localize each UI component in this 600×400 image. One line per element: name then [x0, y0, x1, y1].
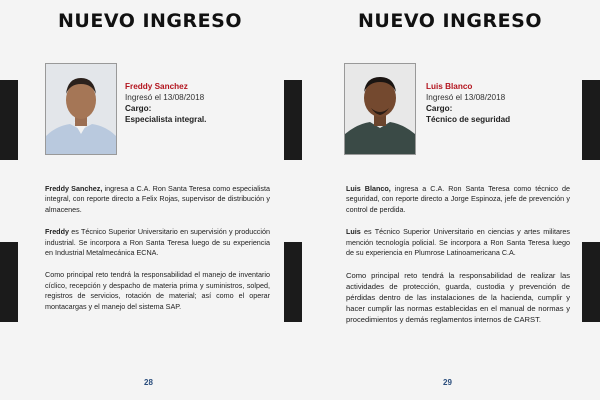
employee-info	[125, 81, 206, 125]
bio-paragraph	[346, 227, 570, 258]
bio-paragraph: Como principal reto tendrá la responsabilidad el manejo de inventario cíclico, recepción y despacho de materia prima y suministros, solped, registros de servicios, rotación de material; así como el operar montacargas y el manejo del sistema SAP.	[45, 270, 270, 311]
employee-info	[426, 81, 510, 125]
employee-name: Freddy Sanchez	[125, 82, 188, 91]
bio-name: Luis	[346, 227, 361, 237]
page-right	[300, 0, 600, 400]
side-tab	[582, 242, 600, 322]
page-number: 29	[443, 378, 452, 387]
page-number: 28	[144, 378, 153, 387]
cargo-label: Cargo:	[125, 104, 152, 113]
bio-paragraph	[346, 184, 570, 215]
bio-text	[346, 184, 570, 337]
bio-text	[45, 184, 270, 324]
side-tab	[284, 80, 302, 160]
bio-text-span: ingresa a C.A. Ron Santa Teresa como técnico de seguridad, con reporte directo a Jorge Espinoza, jefe de prevención y control de perdida.	[346, 184, 570, 214]
employee-photo	[45, 63, 117, 155]
side-tab	[284, 242, 302, 322]
bio-name: Freddy	[45, 227, 69, 237]
side-tab	[582, 80, 600, 160]
bio-text-span: es Técnico Superior Universitario en ciencias y artes militares mención tecnología policial. Se incorpora a Ron Santa Teresa luego de su experiencia en Plumrose Latinoamericana C.A.	[346, 227, 570, 258]
bio-text-span: es Técnico Superior Universitario en supervisión y producción industrial. Se incorpora a Ron Santa Teresa luego de su experiencia en Industrial Metalmecánica ECNA.	[45, 227, 270, 258]
hire-date: Ingresó el 13/08/2018	[426, 93, 506, 102]
bio-name: Freddy Sanchez,	[45, 184, 103, 193]
employee-photo	[344, 63, 416, 155]
bio-paragraph: Como principal reto tendrá la responsabilidad de realizar las actividades de protección, guarda, custodia y prevención de pérdidas dentro de las instalaciones de la hacienda, cumplir y hacer cumplir las normas establecidas en el manual de normas y procedimientos y demás reglamentos internos de CARST.	[346, 271, 570, 325]
job-title: Técnico de seguridad	[426, 115, 511, 124]
cargo-label: Cargo:	[426, 104, 453, 113]
bio-text-span: ingresa a C.A. Ron Santa Teresa como especialista integral, con reporte directo a Felix Rojas, supervisor de distribución y almacenes.	[45, 184, 270, 214]
side-tab	[0, 242, 18, 322]
bio-paragraph	[45, 184, 270, 215]
bio-paragraph	[45, 227, 270, 258]
employee-name: Luis Blanco	[426, 82, 473, 91]
page-title: NUEVO INGRESO	[58, 10, 242, 32]
hire-date: Ingresó el 13/08/2018	[125, 93, 205, 102]
job-title: Especialista integral.	[125, 115, 207, 124]
bio-name: Luis Blanco,	[346, 184, 391, 193]
side-tab	[0, 80, 18, 160]
page-title: NUEVO INGRESO	[358, 10, 542, 32]
